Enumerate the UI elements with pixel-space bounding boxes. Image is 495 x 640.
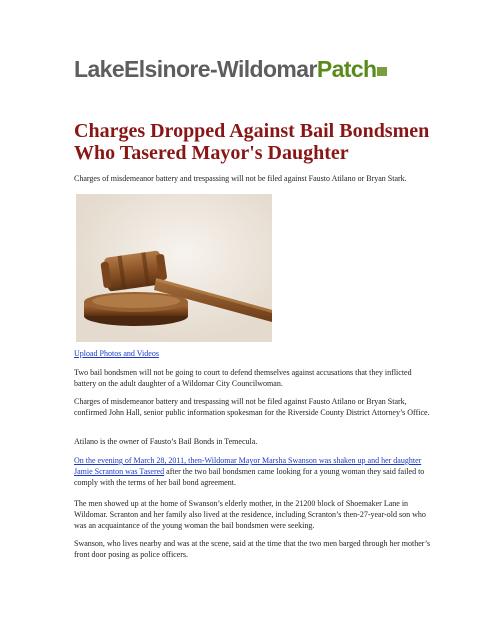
gavel-photo-icon [76,194,272,342]
article-paragraph-3: Atilano is the owner of Fausto’s Bail Bonds in Temecula. [74,437,258,446]
article-paragraph-4 [74,455,434,488]
site-logo[interactable] [74,56,387,83]
article-title-line-1: Charges Dropped Against Bail Bondsmen [74,120,430,142]
march-28-article-link[interactable]: On the evening of March 28, 2011, then-Wildomar Mayor Marsha Swanson was shaken up and her daughter Jamie Scranton was Tasered [74,456,422,476]
article-paragraph-2: Charges of misdemeanor battery and trespassing will not be filed against Fausto Atilano or Bryan Stark, confirmed John Hall, senior public information spokesman for the Riverside County District Attorney’s Office. [74,397,430,417]
article-paragraph-6: Swanson, who lives nearby and was at the scene, said at the time that the two men barged through her mother’s front door posing as police officers. [74,539,431,559]
logo-text-primary: LakeElsinore-Wildomar [74,56,317,82]
article-photo [76,194,272,342]
article-paragraph-1: Two bail bondsmen will not be going to court to defend themselves against accusations that they inflicted battery on the adult daughter of a Wildomar City Councilwoman. [74,368,412,388]
upload-photos-link[interactable]: Upload Photos and Videos [74,349,159,358]
article-title-line-2: Who Tasered Mayor's Daughter [74,142,349,164]
logo-mark-icon [377,67,387,76]
article-paragraph-5: The men showed up at the home of Swanson’s elderly mother, in the 21200 block of Shoemaker Lane in Wildomar. Scranton and her family also lived at the residence, including Scranton’s then-27-year-old son who was an acquaintance of the young woman the bail bondsmen were seeking. [74,499,426,530]
article-paragraph-4-text: after the two bail bondsmen came looking for a young woman they said failed to comply with the terms of her bail bond agreement. [74,467,425,487]
article-subtitle: Charges of misdemeanor battery and trespassing will not be filed against Fausto Atilano or Bryan Stark. [74,174,407,183]
logo-text-brand: Patch [316,56,377,82]
article-title [74,120,434,164]
